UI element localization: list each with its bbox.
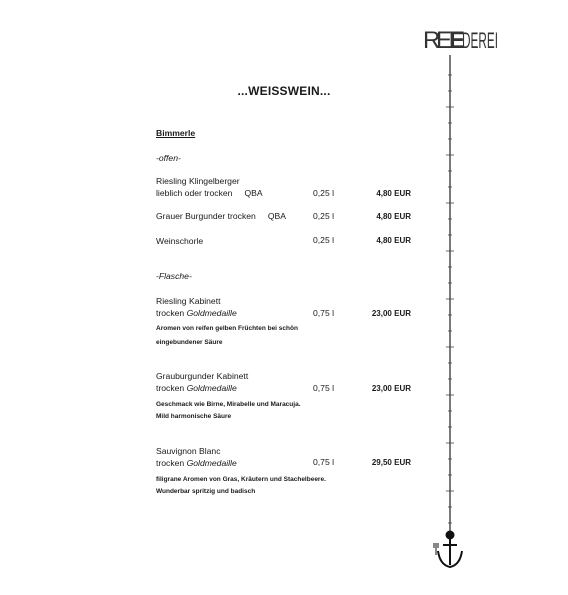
wine-name: Riesling Klingelberger xyxy=(156,176,240,186)
wine-qty: 0,75 l xyxy=(313,308,335,318)
svg-text:DEREI: DEREI xyxy=(462,28,498,53)
wine-name: Sauvignon Blanc xyxy=(156,446,221,456)
wine-description: eingebundener Säure xyxy=(156,339,223,346)
flasche-label: -Flasche- xyxy=(156,271,192,281)
wine-price: 4,80 EUR xyxy=(376,212,411,221)
wine-qty: 0,75 l xyxy=(313,383,335,393)
reederei-logo xyxy=(423,26,498,52)
wine-description: Aromen von reifen gelben Früchten bei schön xyxy=(156,325,298,332)
wine-detail: lieblich oder trocken QBA xyxy=(156,188,263,198)
wine-description: Wunderbar spritzig und badisch xyxy=(156,488,256,495)
wine-description: filigrane Aromen von Gras, Kräutern und Stachelbeere. xyxy=(156,476,326,483)
svg-text:R: R xyxy=(423,27,440,54)
wine-detail: trocken Goldmedaille xyxy=(156,308,237,318)
wine-qty: 0,25 l xyxy=(313,188,335,198)
page-title: ...WEISSWEIN... xyxy=(237,84,331,98)
wine-detail: trocken Goldmedaille xyxy=(156,458,237,468)
wine-price: 29,50 EUR xyxy=(371,458,411,467)
wine-qty: 0,75 l xyxy=(313,457,335,467)
anchor-line-icon xyxy=(440,55,466,575)
wine-price: 23,00 EUR xyxy=(371,309,411,318)
wine-price: 4,80 EUR xyxy=(376,189,411,198)
wine-name: Grauer Burgunder trocken QBA xyxy=(156,211,286,221)
wine-detail: trocken Goldmedaille xyxy=(156,383,237,393)
wine-price: 23,00 EUR xyxy=(371,384,411,393)
svg-text:E: E xyxy=(449,27,466,54)
wine-name: Weinschorle xyxy=(156,236,204,246)
wine-qty: 0,25 l xyxy=(313,235,335,245)
wine-name: Riesling Kabinett xyxy=(156,296,221,306)
wine-price: 4,80 EUR xyxy=(376,236,411,245)
section-name: Bimmerle xyxy=(156,128,196,138)
offen-label: -offen- xyxy=(156,153,181,163)
wine-description: Geschmack wie Birne, Mirabelle und Maracuja. xyxy=(156,401,301,408)
svg-text:E: E xyxy=(436,27,453,54)
wine-name: Grauburgunder Kabinett xyxy=(156,371,249,381)
wine-description: Mild harmonische Säure xyxy=(156,413,232,420)
anchor-icon xyxy=(438,532,462,568)
wine-qty: 0,25 l xyxy=(313,211,335,221)
